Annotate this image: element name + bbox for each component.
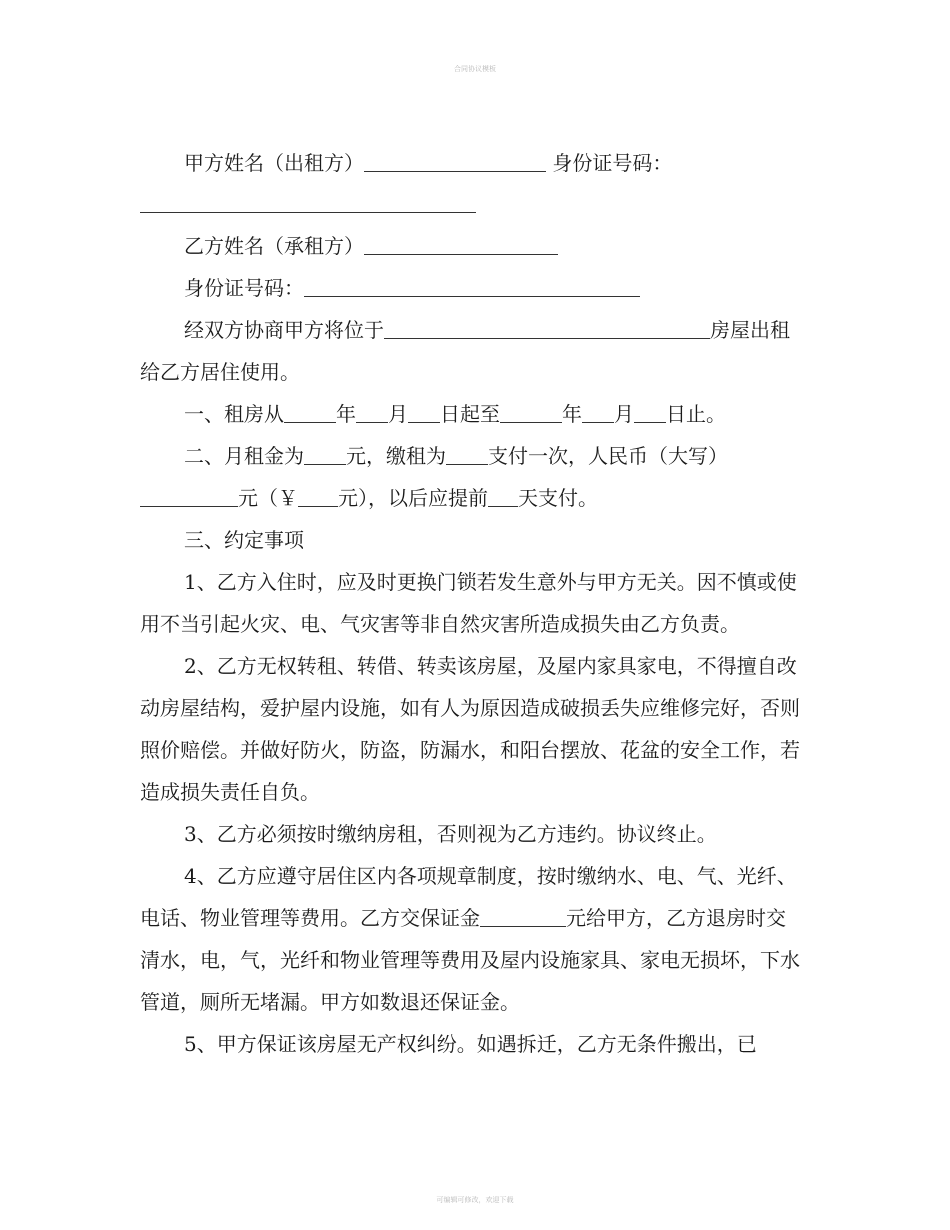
- rent-pay: 支付一次，人民币（大写）: [488, 444, 728, 468]
- term-end-year-blank: [500, 396, 562, 423]
- contract-body: [140, 142, 804, 1065]
- term-month1: 月: [388, 402, 408, 426]
- footer-watermark: 可编辑可修改，欢迎下载: [436, 1196, 514, 1204]
- party-a-id-blank: [140, 186, 476, 213]
- clause-5: 5、甲方保证该房屋无产权纠纷。如遇拆迁，乙方无条件搬出，已: [184, 1032, 757, 1056]
- party-b-name-blank: [364, 228, 558, 255]
- term-end-day-blank: [634, 396, 666, 423]
- rent-unit1: 元，缴租为: [346, 444, 446, 468]
- deposit-blank: [480, 900, 566, 927]
- party-a-name-blank: [364, 145, 546, 172]
- party-b-line: [140, 225, 804, 267]
- rent-period-blank: [446, 438, 488, 465]
- rent-unit2: 元（￥: [238, 486, 298, 510]
- term-end-month-blank: [582, 396, 614, 423]
- clause-4: [140, 855, 804, 1023]
- rent-paragraph: [140, 435, 804, 519]
- clause-3: 3、乙方必须按时缴纳房租，否则视为乙方违约。协议终止。: [184, 822, 717, 846]
- rent-days-blank: [488, 480, 518, 507]
- term-start-year-blank: [284, 396, 336, 423]
- rent-prefix: 二、月租金为: [184, 444, 304, 468]
- clause-1: 1、乙方入住时，应及时更换门锁若发生意外与甲方无关。因不慎或使用不当引起火灾、电、气灾害等非自然灾害所造成损失由乙方负责。: [140, 570, 797, 636]
- party-a-line: [140, 142, 804, 184]
- rent-days: 天支付。: [518, 486, 598, 510]
- rent-number-blank: [298, 480, 338, 507]
- clauses-heading: 三、约定事项: [184, 528, 304, 552]
- clause-2: 2、乙方无权转租、转借、转卖该房屋，及屋内家具家电，不得擅自改动房屋结构，爱护屋内设施，如有人为原因造成破损丢失应维修完好，否则照价赔偿。并做好防火，防盗，防漏水，和阳台摆放、花盆的安全工作，若造成损失责任自负。: [140, 654, 800, 804]
- party-b-id-blank: [304, 270, 640, 297]
- party-b-id-label: 身份证号码：: [184, 276, 304, 300]
- term-month2: 月: [614, 402, 634, 426]
- party-b-id-line: [140, 267, 804, 309]
- term-prefix: 一、租房从: [184, 402, 284, 426]
- clause-4-after: 元给甲方，乙方退房时交清水，电，气，光纤和物业管理等费用及屋内设施家具、家电无损坏，下水管道，厕所无堵漏。甲方如数退还保证金。: [140, 906, 800, 1014]
- clause-4-before: 4、乙方应遵守居住区内各项规章制度，按时缴纳水、电、气、光纤、电话、物业管理等费用。乙方交保证金: [140, 864, 797, 930]
- rent-capital-blank: [140, 480, 238, 507]
- party-a-label: 甲方姓名（出租方）: [184, 151, 364, 175]
- location-blank: [384, 312, 710, 339]
- term-start-day-blank: [408, 396, 440, 423]
- party-b-label: 乙方姓名（承租方）: [184, 234, 364, 258]
- header-watermark: 合同协议模板: [454, 65, 496, 73]
- term-line: [140, 393, 804, 435]
- location-text-before: 经双方协商甲方将位于: [184, 318, 384, 342]
- rent-unit3: 元），以后应提前: [338, 486, 488, 510]
- location-paragraph: [140, 309, 804, 393]
- rent-amount-blank: [304, 438, 346, 465]
- term-start-month-blank: [356, 396, 388, 423]
- term-day1: 日起至: [440, 402, 500, 426]
- term-year2: 年: [562, 402, 582, 426]
- term-year1: 年: [336, 402, 356, 426]
- term-day2: 日止。: [666, 402, 726, 426]
- party-a-id-label: 身份证号码：: [552, 151, 673, 175]
- location-text-after: 房屋出租给乙方居住使用。: [140, 318, 790, 384]
